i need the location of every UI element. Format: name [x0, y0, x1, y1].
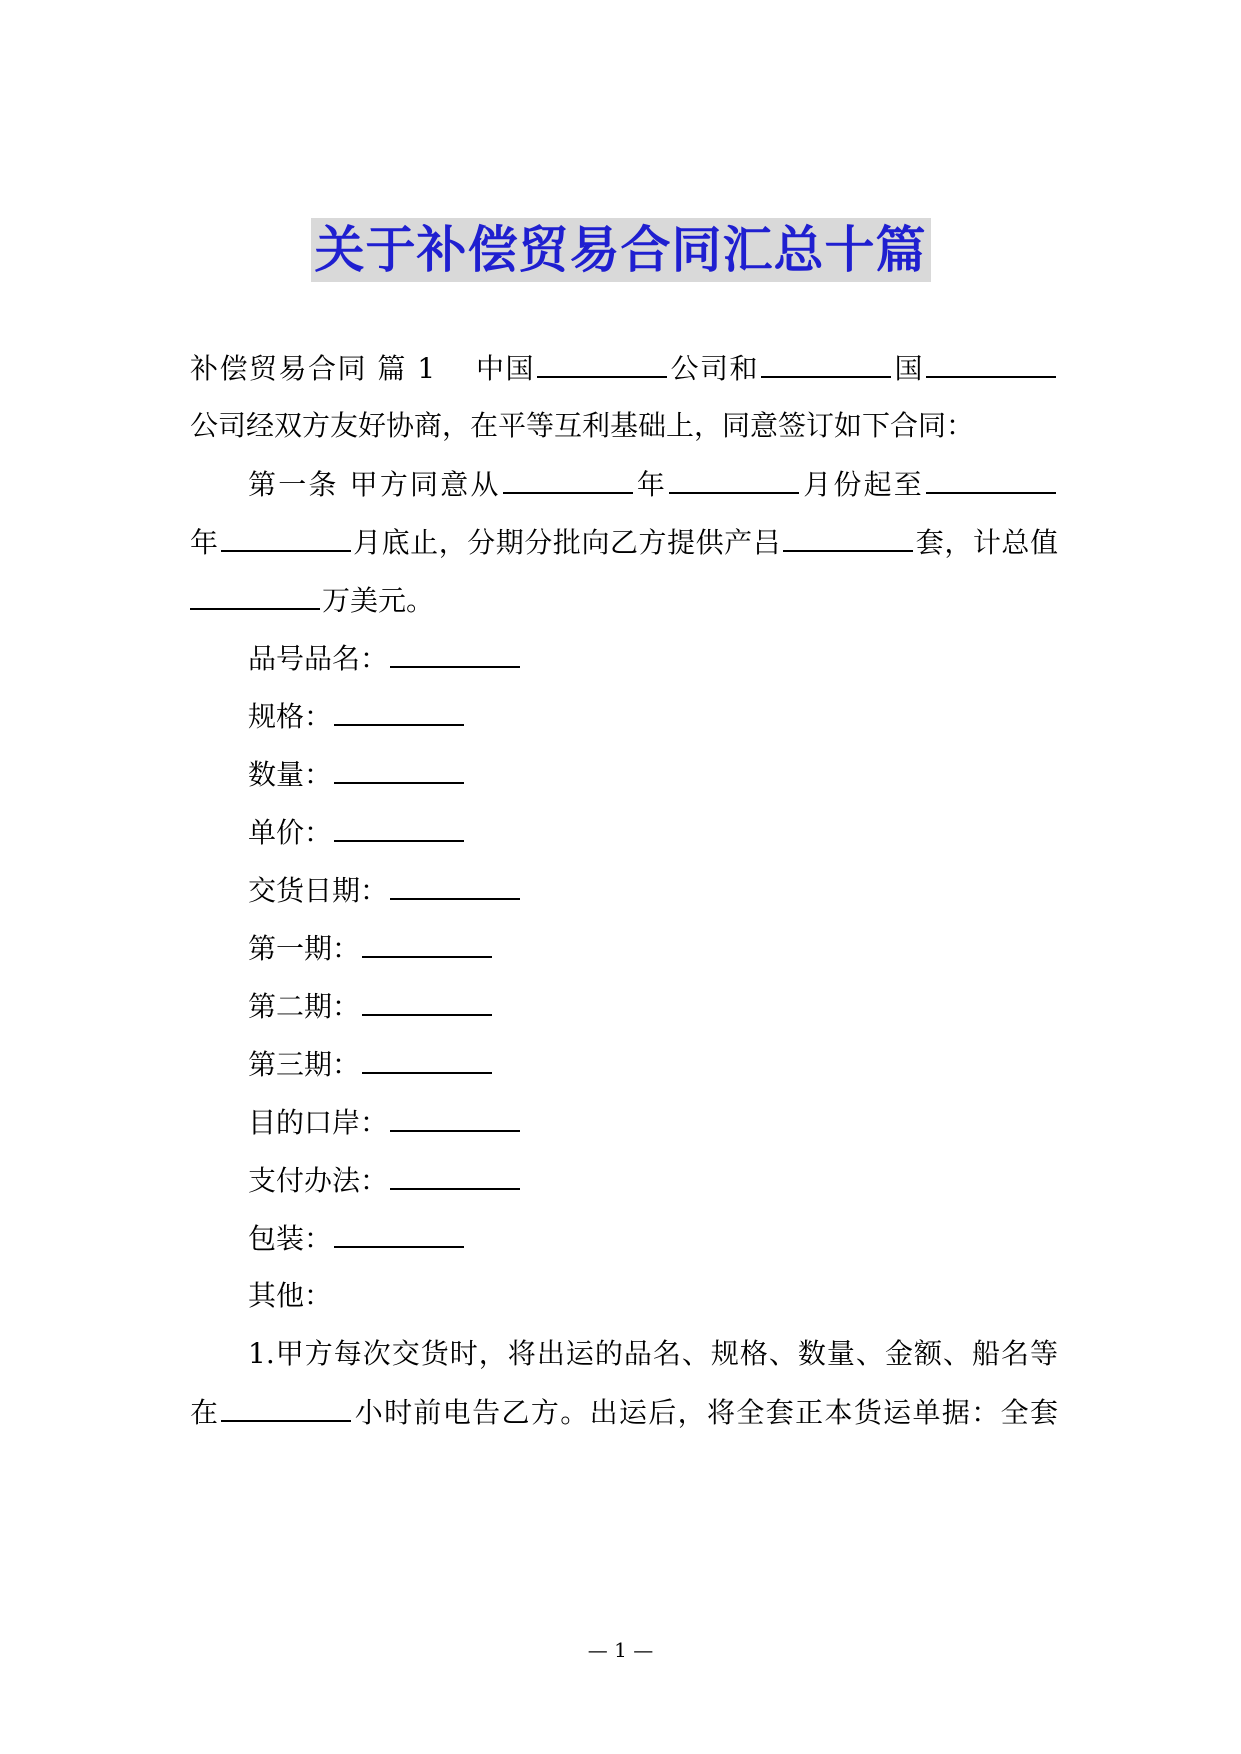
- blank-field[interactable]: [362, 928, 492, 958]
- blank-field[interactable]: [390, 870, 520, 900]
- blank-field[interactable]: [926, 348, 1056, 378]
- clause-text: 在: [190, 1396, 220, 1429]
- field-phase-1: [248, 928, 1058, 969]
- chapter-label: 篇 1: [377, 352, 436, 385]
- blank-field[interactable]: [390, 1102, 520, 1132]
- field-product-name: [248, 638, 1058, 679]
- article-1-line-3: [190, 580, 1058, 621]
- page-number: — 1 —: [587, 1638, 654, 1662]
- blank-field[interactable]: [334, 754, 464, 784]
- blank-field[interactable]: [221, 1392, 351, 1422]
- blank-field[interactable]: [334, 696, 464, 726]
- document-title: 关于补偿贸易合同汇总十篇: [311, 218, 931, 282]
- field-label: 第一期：: [248, 932, 361, 965]
- contract-heading: 补偿贸易合同: [190, 352, 368, 385]
- field-packing: [248, 1218, 1058, 1259]
- blank-field[interactable]: [537, 348, 667, 378]
- field-label: 规格：: [248, 700, 333, 733]
- article-text: 套，计总值: [915, 526, 1058, 559]
- blank-field[interactable]: [390, 1160, 520, 1190]
- field-phase-3: [248, 1044, 1058, 1085]
- article-text: 甲方同意从: [349, 468, 501, 501]
- field-label: 第二期：: [248, 990, 361, 1023]
- blank-field[interactable]: [669, 464, 799, 494]
- blank-field[interactable]: [390, 638, 520, 668]
- field-unit-price: [248, 812, 1058, 853]
- article-text: 月份起至: [801, 468, 924, 501]
- intro-line-1: [190, 348, 1058, 389]
- clause-1-line-2: [190, 1392, 1058, 1433]
- blank-field[interactable]: [761, 348, 891, 378]
- field-label: 第三期：: [248, 1048, 361, 1081]
- blank-field[interactable]: [783, 522, 913, 552]
- article-text: 月底止，分期分批向乙方提供产吕: [352, 526, 782, 559]
- article-1-line-2: [190, 522, 1058, 563]
- article-1-line-1: [248, 464, 1058, 505]
- article-number: 第一条: [248, 468, 339, 501]
- intro-text: 公司和: [668, 352, 759, 385]
- field-spec: [248, 696, 1058, 737]
- field-payment: [248, 1160, 1058, 1201]
- intro-line-2: 公司经双方友好协商，在平等互利基础上，同意签订如下合同：: [190, 409, 975, 442]
- field-label: 品号品名：: [248, 642, 389, 675]
- field-label: 单价：: [248, 816, 333, 849]
- clause-1-line-1: 1.甲方每次交货时，将出运的品名、规格、数量、金额、船名等: [248, 1337, 1058, 1370]
- blank-field[interactable]: [926, 464, 1056, 494]
- field-label: 其他：: [248, 1279, 333, 1312]
- field-label: 支付办法：: [248, 1164, 389, 1197]
- blank-field[interactable]: [334, 1218, 464, 1248]
- blank-field[interactable]: [221, 522, 351, 552]
- article-text: 万美元。: [322, 584, 435, 617]
- blank-field[interactable]: [190, 580, 320, 610]
- field-label: 交货日期：: [248, 874, 389, 907]
- article-text: 年: [634, 468, 668, 501]
- intro-text: 国: [892, 352, 924, 385]
- blank-field[interactable]: [362, 1044, 492, 1074]
- field-delivery-date: [248, 870, 1058, 911]
- field-other: [248, 1276, 1058, 1316]
- title-wrapper: [0, 218, 1241, 282]
- blank-field[interactable]: [503, 464, 633, 494]
- field-quantity: [248, 754, 1058, 795]
- clause-text: 小时前电告乙方。出运后，将全套正本货运单据：全套: [353, 1396, 1058, 1429]
- field-label: 数量：: [248, 758, 333, 791]
- field-label: 包装：: [248, 1222, 333, 1255]
- blank-field[interactable]: [334, 812, 464, 842]
- field-label: 目的口岸：: [248, 1106, 389, 1139]
- intro-text: 中国: [475, 352, 535, 385]
- field-phase-2: [248, 986, 1058, 1027]
- blank-field[interactable]: [362, 986, 492, 1016]
- field-port: [248, 1102, 1058, 1143]
- article-text: 年: [190, 526, 219, 559]
